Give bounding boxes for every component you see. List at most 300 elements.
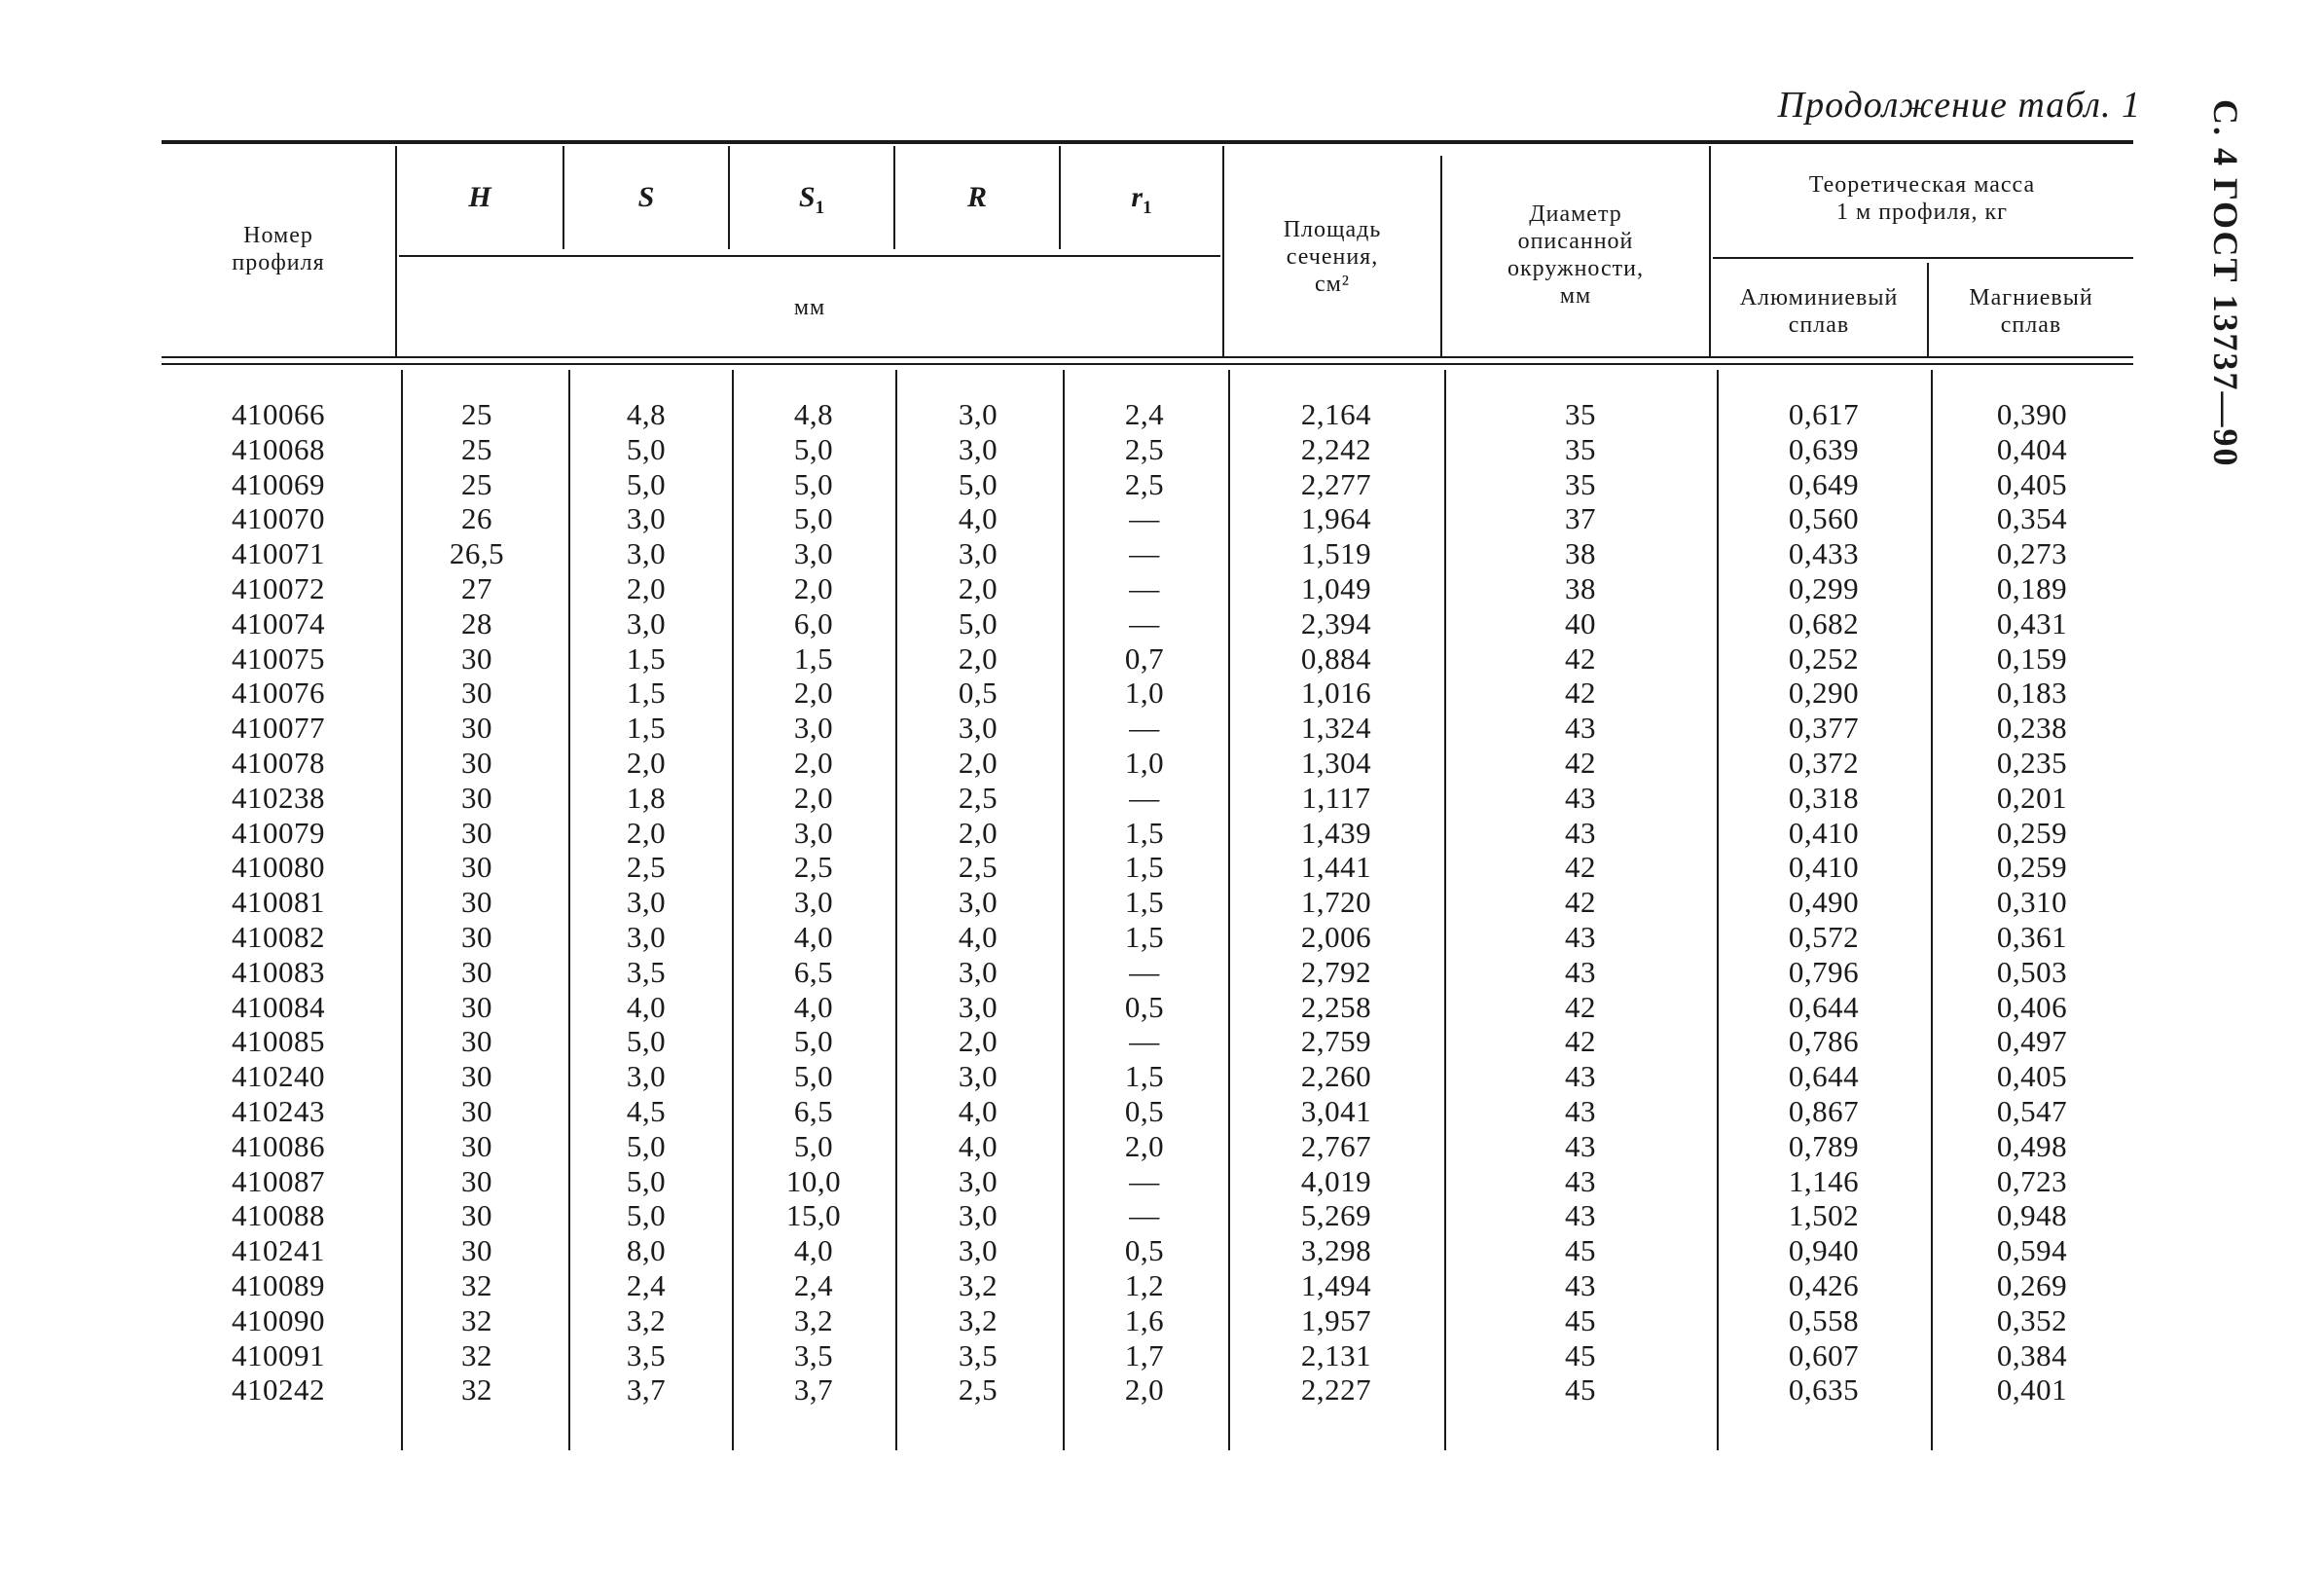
table-cell: 410070 [232, 501, 325, 536]
header-r1: $r_1$ [1131, 181, 1152, 218]
table-cell: 2,792 [1300, 954, 1372, 989]
table-cell: 0,426 [1788, 1267, 1860, 1302]
table-cell: 4,8 [793, 397, 834, 431]
header-vline-1 [395, 146, 397, 356]
table-cell: 0,617 [1788, 397, 1860, 431]
table-cell: 30 [461, 850, 492, 885]
table-cell: 0,431 [1996, 605, 2068, 640]
table-cell: 5,0 [626, 1198, 667, 1233]
table-cell: 43 [1565, 919, 1596, 954]
table-cell: 4,0 [958, 1128, 999, 1163]
table-cell: 4,5 [626, 1093, 667, 1128]
table-cell: 4,0 [793, 1233, 834, 1268]
table-cell: 0,238 [1996, 711, 2068, 746]
table-cell: 410238 [232, 780, 325, 815]
header-diameter: Диаметр описанной окружности, мм [1507, 201, 1645, 309]
column-H [399, 397, 555, 1407]
table-cell: 1,441 [1300, 850, 1372, 885]
table-cell: 410082 [232, 919, 325, 954]
table-cell: 5,0 [626, 1163, 667, 1198]
column-profile-number [162, 397, 395, 1407]
table-cell: 3,0 [958, 1198, 999, 1233]
table-cell: 30 [461, 711, 492, 746]
header-area: Площадь сечения, см² [1283, 217, 1382, 297]
table-cell: 2,4 [1124, 397, 1165, 431]
table-cell: 25 [461, 397, 492, 431]
table-cell: 0,401 [1996, 1372, 2068, 1407]
table-cell: — [1129, 954, 1160, 989]
table-cell: — [1129, 780, 1160, 815]
table-cell: 0,498 [1996, 1128, 2068, 1163]
table-cell: 2,0 [958, 815, 999, 850]
table-cell: 2,0 [626, 745, 667, 780]
column-S [568, 397, 724, 1407]
table-cell: 1,957 [1300, 1302, 1372, 1337]
header-bottom-rule-2 [162, 363, 2133, 365]
table-cell: 2,5 [958, 1372, 999, 1407]
table-cell: 43 [1565, 954, 1596, 989]
table-cell: 15,0 [785, 1198, 842, 1233]
table-cell: 1,049 [1300, 570, 1372, 605]
table-cell: 2,5 [1124, 466, 1165, 501]
table-cell: 2,5 [958, 780, 999, 815]
table-cell: 1,016 [1300, 676, 1372, 711]
table-cell: 3,0 [626, 885, 667, 920]
table-cell: 0,948 [1996, 1198, 2068, 1233]
table-cell: 410243 [232, 1093, 325, 1128]
table-cell: 43 [1565, 1059, 1596, 1094]
header-subdivider-mm [399, 255, 1220, 257]
table-cell: 45 [1565, 1372, 1596, 1407]
table-cell: 43 [1565, 711, 1596, 746]
table-cell: 410087 [232, 1163, 325, 1198]
table-cell: 0,789 [1788, 1128, 1860, 1163]
table-cell: 0,406 [1996, 989, 2068, 1024]
table-cell: 0,723 [1996, 1163, 2068, 1198]
table-cell: 30 [461, 1059, 492, 1094]
table-cell: 0,644 [1788, 989, 1860, 1024]
table-cell: 2,0 [1124, 1128, 1165, 1163]
column-diameter [1444, 397, 1717, 1407]
table-cell: 2,394 [1300, 605, 1372, 640]
table-cell: 6,5 [793, 954, 834, 989]
header-S: S [637, 181, 655, 213]
table-cell: 43 [1565, 1093, 1596, 1128]
header-R: R [966, 181, 987, 213]
table-cell: 3,7 [626, 1372, 667, 1407]
table-cell: — [1129, 570, 1160, 605]
table-cell: 2,0 [793, 676, 834, 711]
table-cell: 28 [461, 605, 492, 640]
table-cell: 1,0 [1124, 676, 1165, 711]
table-cell: 1,2 [1124, 1267, 1165, 1302]
table-cell: 0,547 [1996, 1093, 2068, 1128]
table-cell: 3,0 [793, 711, 834, 746]
table-cell: 1,519 [1300, 536, 1372, 571]
table-cell: 35 [1565, 431, 1596, 466]
table-cell: 35 [1565, 397, 1596, 431]
table-cell: 25 [461, 431, 492, 466]
table-cell: 2,759 [1300, 1024, 1372, 1059]
table-cell: 410076 [232, 676, 325, 711]
table-cell: 0,269 [1996, 1267, 2068, 1302]
header-magnesium-alloy: Магниевый сплав [1969, 285, 2093, 338]
table-cell: 2,5 [958, 850, 999, 885]
header-subdivider-mass [1713, 257, 2133, 259]
table-cell: 4,019 [1300, 1163, 1372, 1198]
table-cell: 0,5 [1124, 1093, 1165, 1128]
header-S1: $S_1$ [798, 181, 825, 218]
table-cell: 3,0 [958, 397, 999, 431]
table-cell: 410081 [232, 885, 325, 920]
table-cell: 2,767 [1300, 1128, 1372, 1163]
table-cell: 0,354 [1996, 501, 2068, 536]
table-cell: 2,0 [793, 780, 834, 815]
table-cell: 410080 [232, 850, 325, 885]
table-cell: 1,0 [1124, 745, 1165, 780]
table-cell: 43 [1565, 815, 1596, 850]
table-cell: 0,5 [958, 676, 999, 711]
table-cell: — [1129, 1163, 1160, 1198]
table-cell: 1,146 [1788, 1163, 1860, 1198]
table-cell: 3,2 [626, 1302, 667, 1337]
table-cell: 1,6 [1124, 1302, 1165, 1337]
table-cell: — [1129, 711, 1160, 746]
table-cell: 410079 [232, 815, 325, 850]
table-cell: 8,0 [626, 1233, 667, 1268]
table-cell: 0,189 [1996, 570, 2068, 605]
table-cell: 410240 [232, 1059, 325, 1094]
table-cell: 1,324 [1300, 711, 1372, 746]
table-cell: 5,0 [793, 1024, 834, 1059]
table-cell: 3,5 [793, 1337, 834, 1372]
table-cell: 1,720 [1300, 885, 1372, 920]
table-cell: 2,0 [1124, 1372, 1165, 1407]
table-cell: 410084 [232, 989, 325, 1024]
table-cell: 2,0 [958, 640, 999, 676]
table-cell: 1,5 [626, 640, 667, 676]
table-cell: 410083 [232, 954, 325, 989]
table-cell: 410075 [232, 640, 325, 676]
column-area [1228, 397, 1444, 1407]
table-cell: 2,0 [958, 745, 999, 780]
table-cell: 0,159 [1996, 640, 2068, 676]
header-profile-number: Номер профиля [232, 223, 325, 275]
table-cell: 3,0 [958, 711, 999, 746]
table-cell: 0,259 [1996, 850, 2068, 885]
table-cell: 1,8 [626, 780, 667, 815]
table-cell: 1,494 [1300, 1267, 1372, 1302]
table-cell: 0,410 [1788, 815, 1860, 850]
table-cell: 45 [1565, 1233, 1596, 1268]
table-cell: 3,5 [626, 954, 667, 989]
table-cell: 0,235 [1996, 745, 2068, 780]
table-cell: 2,277 [1300, 466, 1372, 501]
table-cell: 1,5 [1124, 885, 1165, 920]
table-cell: 0,786 [1788, 1024, 1860, 1059]
table-cell: 0,433 [1788, 536, 1860, 571]
table-cell: 0,377 [1788, 711, 1860, 746]
side-standard-title: С. 4 ГОСТ 13737—90 [2206, 99, 2245, 468]
table-cell: 43 [1565, 1128, 1596, 1163]
table-cell: 45 [1565, 1337, 1596, 1372]
table-cell: 30 [461, 640, 492, 676]
header-bottom-rule-1 [162, 356, 2133, 358]
table-cell: 3,7 [793, 1372, 834, 1407]
table-cell: 410074 [232, 605, 325, 640]
table-cell: 42 [1565, 1024, 1596, 1059]
table-cell: 0,682 [1788, 605, 1860, 640]
table-cell: 30 [461, 1198, 492, 1233]
continuation-title: Продолжение табл. 1 [1777, 85, 2141, 126]
table-cell: 0,361 [1996, 919, 2068, 954]
table-cell: 43 [1565, 1163, 1596, 1198]
table-cell: 6,0 [793, 605, 834, 640]
table-cell: 32 [461, 1302, 492, 1337]
table-cell: 43 [1565, 1267, 1596, 1302]
table-cell: 30 [461, 989, 492, 1024]
table-cell: 5,0 [626, 431, 667, 466]
table-cell: 0,490 [1788, 885, 1860, 920]
table-cell: 43 [1565, 1198, 1596, 1233]
table-cell: 42 [1565, 676, 1596, 711]
table-cell: 0,607 [1788, 1337, 1860, 1372]
table-cell: 25 [461, 466, 492, 501]
table-cell: 410088 [232, 1198, 325, 1233]
table-cell: 2,5 [793, 850, 834, 885]
table-cell: 1,439 [1300, 815, 1372, 850]
table-cell: 0,384 [1996, 1337, 2068, 1372]
table-cell: 410071 [232, 536, 325, 571]
table-cell: 1,5 [626, 676, 667, 711]
table-cell: 0,259 [1996, 815, 2068, 850]
table-cell: 3,0 [958, 885, 999, 920]
table-cell: 32 [461, 1337, 492, 1372]
table-cell: 410086 [232, 1128, 325, 1163]
table-cell: 42 [1565, 989, 1596, 1024]
table-cell: 1,5 [1124, 1059, 1165, 1094]
table-cell: — [1129, 1198, 1160, 1233]
table-cell: 3,0 [958, 431, 999, 466]
table-cell: 1,304 [1300, 745, 1372, 780]
table-cell: 5,0 [793, 431, 834, 466]
table-cell: 3,0 [626, 919, 667, 954]
table-cell: 4,8 [626, 397, 667, 431]
table-cell: 3,5 [958, 1337, 999, 1372]
table-cell: 5,0 [626, 466, 667, 501]
table-cell: 1,5 [626, 711, 667, 746]
column-r1 [1063, 397, 1226, 1407]
table-cell: 0,299 [1788, 570, 1860, 605]
table-cell: 3,0 [958, 954, 999, 989]
table-cell: 4,0 [793, 989, 834, 1024]
table-cell: 3,0 [958, 989, 999, 1024]
table-cell: 45 [1565, 1302, 1596, 1337]
table-cell: 3,2 [958, 1302, 999, 1337]
table-cell: 0,183 [1996, 676, 2068, 711]
table-cell: 4,0 [958, 501, 999, 536]
table-cell: 0,594 [1996, 1233, 2068, 1268]
table-cell: 42 [1565, 885, 1596, 920]
table-cell: 5,269 [1300, 1198, 1372, 1233]
table-cell: 0,318 [1788, 780, 1860, 815]
table-cell: 43 [1565, 780, 1596, 815]
table-cell: 2,0 [793, 570, 834, 605]
table-cell: 2,0 [793, 745, 834, 780]
table-top-rule [162, 140, 2133, 144]
table-cell: — [1129, 536, 1160, 571]
table-cell: 410090 [232, 1302, 325, 1337]
table-cell: 0,352 [1996, 1302, 2068, 1337]
table-cell: 5,0 [793, 1059, 834, 1094]
table-cell: 2,006 [1300, 919, 1372, 954]
table-cell: 1,964 [1300, 501, 1372, 536]
table-cell: 410091 [232, 1337, 325, 1372]
table-cell: 26,5 [449, 536, 505, 571]
table-cell: 0,410 [1788, 850, 1860, 885]
table-cell: 1,502 [1788, 1198, 1860, 1233]
table-cell: 0,644 [1788, 1059, 1860, 1094]
table-cell: 42 [1565, 850, 1596, 885]
table-cell: 3,0 [958, 1233, 999, 1268]
table-cell: 5,0 [626, 1128, 667, 1163]
table-cell: 2,164 [1300, 397, 1372, 431]
table-cell: 35 [1565, 466, 1596, 501]
table-cell: 42 [1565, 640, 1596, 676]
table-cell: 5,0 [793, 501, 834, 536]
table-cell: 3,0 [793, 815, 834, 850]
table-cell: 5,0 [626, 1024, 667, 1059]
table-cell: 30 [461, 1128, 492, 1163]
table-cell: 3,2 [793, 1302, 834, 1337]
table-cell: 2,0 [626, 570, 667, 605]
table-cell: 5,0 [793, 1128, 834, 1163]
table-cell: 30 [461, 919, 492, 954]
table-cell: 0,405 [1996, 466, 2068, 501]
table-cell: 410066 [232, 397, 325, 431]
table-cell: 1,117 [1301, 780, 1371, 815]
table-cell: 1,5 [793, 640, 834, 676]
table-cell: 0,796 [1788, 954, 1860, 989]
table-cell: 0,201 [1996, 780, 2068, 815]
table-cell: 30 [461, 815, 492, 850]
table-cell: 410069 [232, 466, 325, 501]
table-cell: 2,0 [958, 570, 999, 605]
table-cell: 3,0 [626, 501, 667, 536]
table-cell: 0,572 [1788, 919, 1860, 954]
table-cell: 410241 [232, 1233, 325, 1268]
table-cell: — [1129, 605, 1160, 640]
table-cell: 30 [461, 745, 492, 780]
table-cell: 3,2 [958, 1267, 999, 1302]
table-cell: 410078 [232, 745, 325, 780]
table-cell: 2,5 [1124, 431, 1165, 466]
table-cell: 30 [461, 676, 492, 711]
table-cell: 32 [461, 1267, 492, 1302]
table-cell: 2,260 [1300, 1059, 1372, 1094]
table-cell: 1,5 [1124, 919, 1165, 954]
table-cell: 2,242 [1300, 431, 1372, 466]
table-cell: 3,0 [626, 605, 667, 640]
table-cell: 37 [1565, 501, 1596, 536]
table-cell: 3,0 [626, 1059, 667, 1094]
table-cell: 0,310 [1996, 885, 2068, 920]
table-cell: 0,558 [1788, 1302, 1860, 1337]
table-cell: 0,405 [1996, 1059, 2068, 1094]
table-cell: 30 [461, 885, 492, 920]
table-cell: 3,0 [958, 1059, 999, 1094]
table-cell: 1,5 [1124, 815, 1165, 850]
table-cell: 2,4 [626, 1267, 667, 1302]
table-cell: 40 [1565, 605, 1596, 640]
table-cell: 5,0 [793, 466, 834, 501]
table-cell: 410077 [232, 711, 325, 746]
table-cell: 0,252 [1788, 640, 1860, 676]
table-cell: 3,0 [793, 885, 834, 920]
table-cell: 3,298 [1300, 1233, 1372, 1268]
table-cell: 2,5 [626, 850, 667, 885]
table-cell: 410068 [232, 431, 325, 466]
table-cell: 4,0 [958, 919, 999, 954]
header-unit-mm: мм [793, 295, 826, 320]
column-aluminum-mass [1717, 397, 1931, 1407]
table-cell: 0,273 [1996, 536, 2068, 571]
table-cell: 4,0 [958, 1093, 999, 1128]
table-cell: 30 [461, 954, 492, 989]
table-cell: 30 [461, 1233, 492, 1268]
table-cell: 410072 [232, 570, 325, 605]
table-cell: — [1129, 1024, 1160, 1059]
table-cell: 0,5 [1124, 989, 1165, 1024]
table-cell: 3,0 [793, 536, 834, 571]
table-cell: 38 [1565, 570, 1596, 605]
table-cell: 0,884 [1300, 640, 1372, 676]
table-cell: 1,7 [1124, 1337, 1165, 1372]
table-cell: 10,0 [785, 1163, 842, 1198]
table-cell: 30 [461, 1093, 492, 1128]
table-cell: 6,5 [793, 1093, 834, 1128]
table-cell: 1,5 [1124, 850, 1165, 885]
table-cell: 3,5 [626, 1337, 667, 1372]
table-cell: 5,0 [958, 466, 999, 501]
table-cell: 38 [1565, 536, 1596, 571]
table-cell: 0,5 [1124, 1233, 1165, 1268]
table-cell: 3,0 [958, 536, 999, 571]
table-cell: 0,635 [1788, 1372, 1860, 1407]
table-cell: 42 [1565, 745, 1596, 780]
table-cell: 30 [461, 1024, 492, 1059]
table-cell: 0,404 [1996, 431, 2068, 466]
table-cell: 4,0 [626, 989, 667, 1024]
table-cell: 410242 [232, 1372, 325, 1407]
table-cell: 410089 [232, 1267, 325, 1302]
table-cell: 30 [461, 780, 492, 815]
table-cell: 0,649 [1788, 466, 1860, 501]
table-cell: 0,940 [1788, 1233, 1860, 1268]
table-cell: 2,131 [1300, 1337, 1372, 1372]
table-cell: 410085 [232, 1024, 325, 1059]
table-cell: 32 [461, 1372, 492, 1407]
table-cell: 0,639 [1788, 431, 1860, 466]
header-H: H [468, 181, 491, 213]
table-cell: 0,290 [1788, 676, 1860, 711]
table-cell: 2,0 [626, 815, 667, 850]
table-cell: 3,0 [958, 1163, 999, 1198]
table-cell: 3,041 [1300, 1093, 1372, 1128]
table-cell: 0,560 [1788, 501, 1860, 536]
table-cell: 27 [461, 570, 492, 605]
table-cell: 2,258 [1300, 989, 1372, 1024]
